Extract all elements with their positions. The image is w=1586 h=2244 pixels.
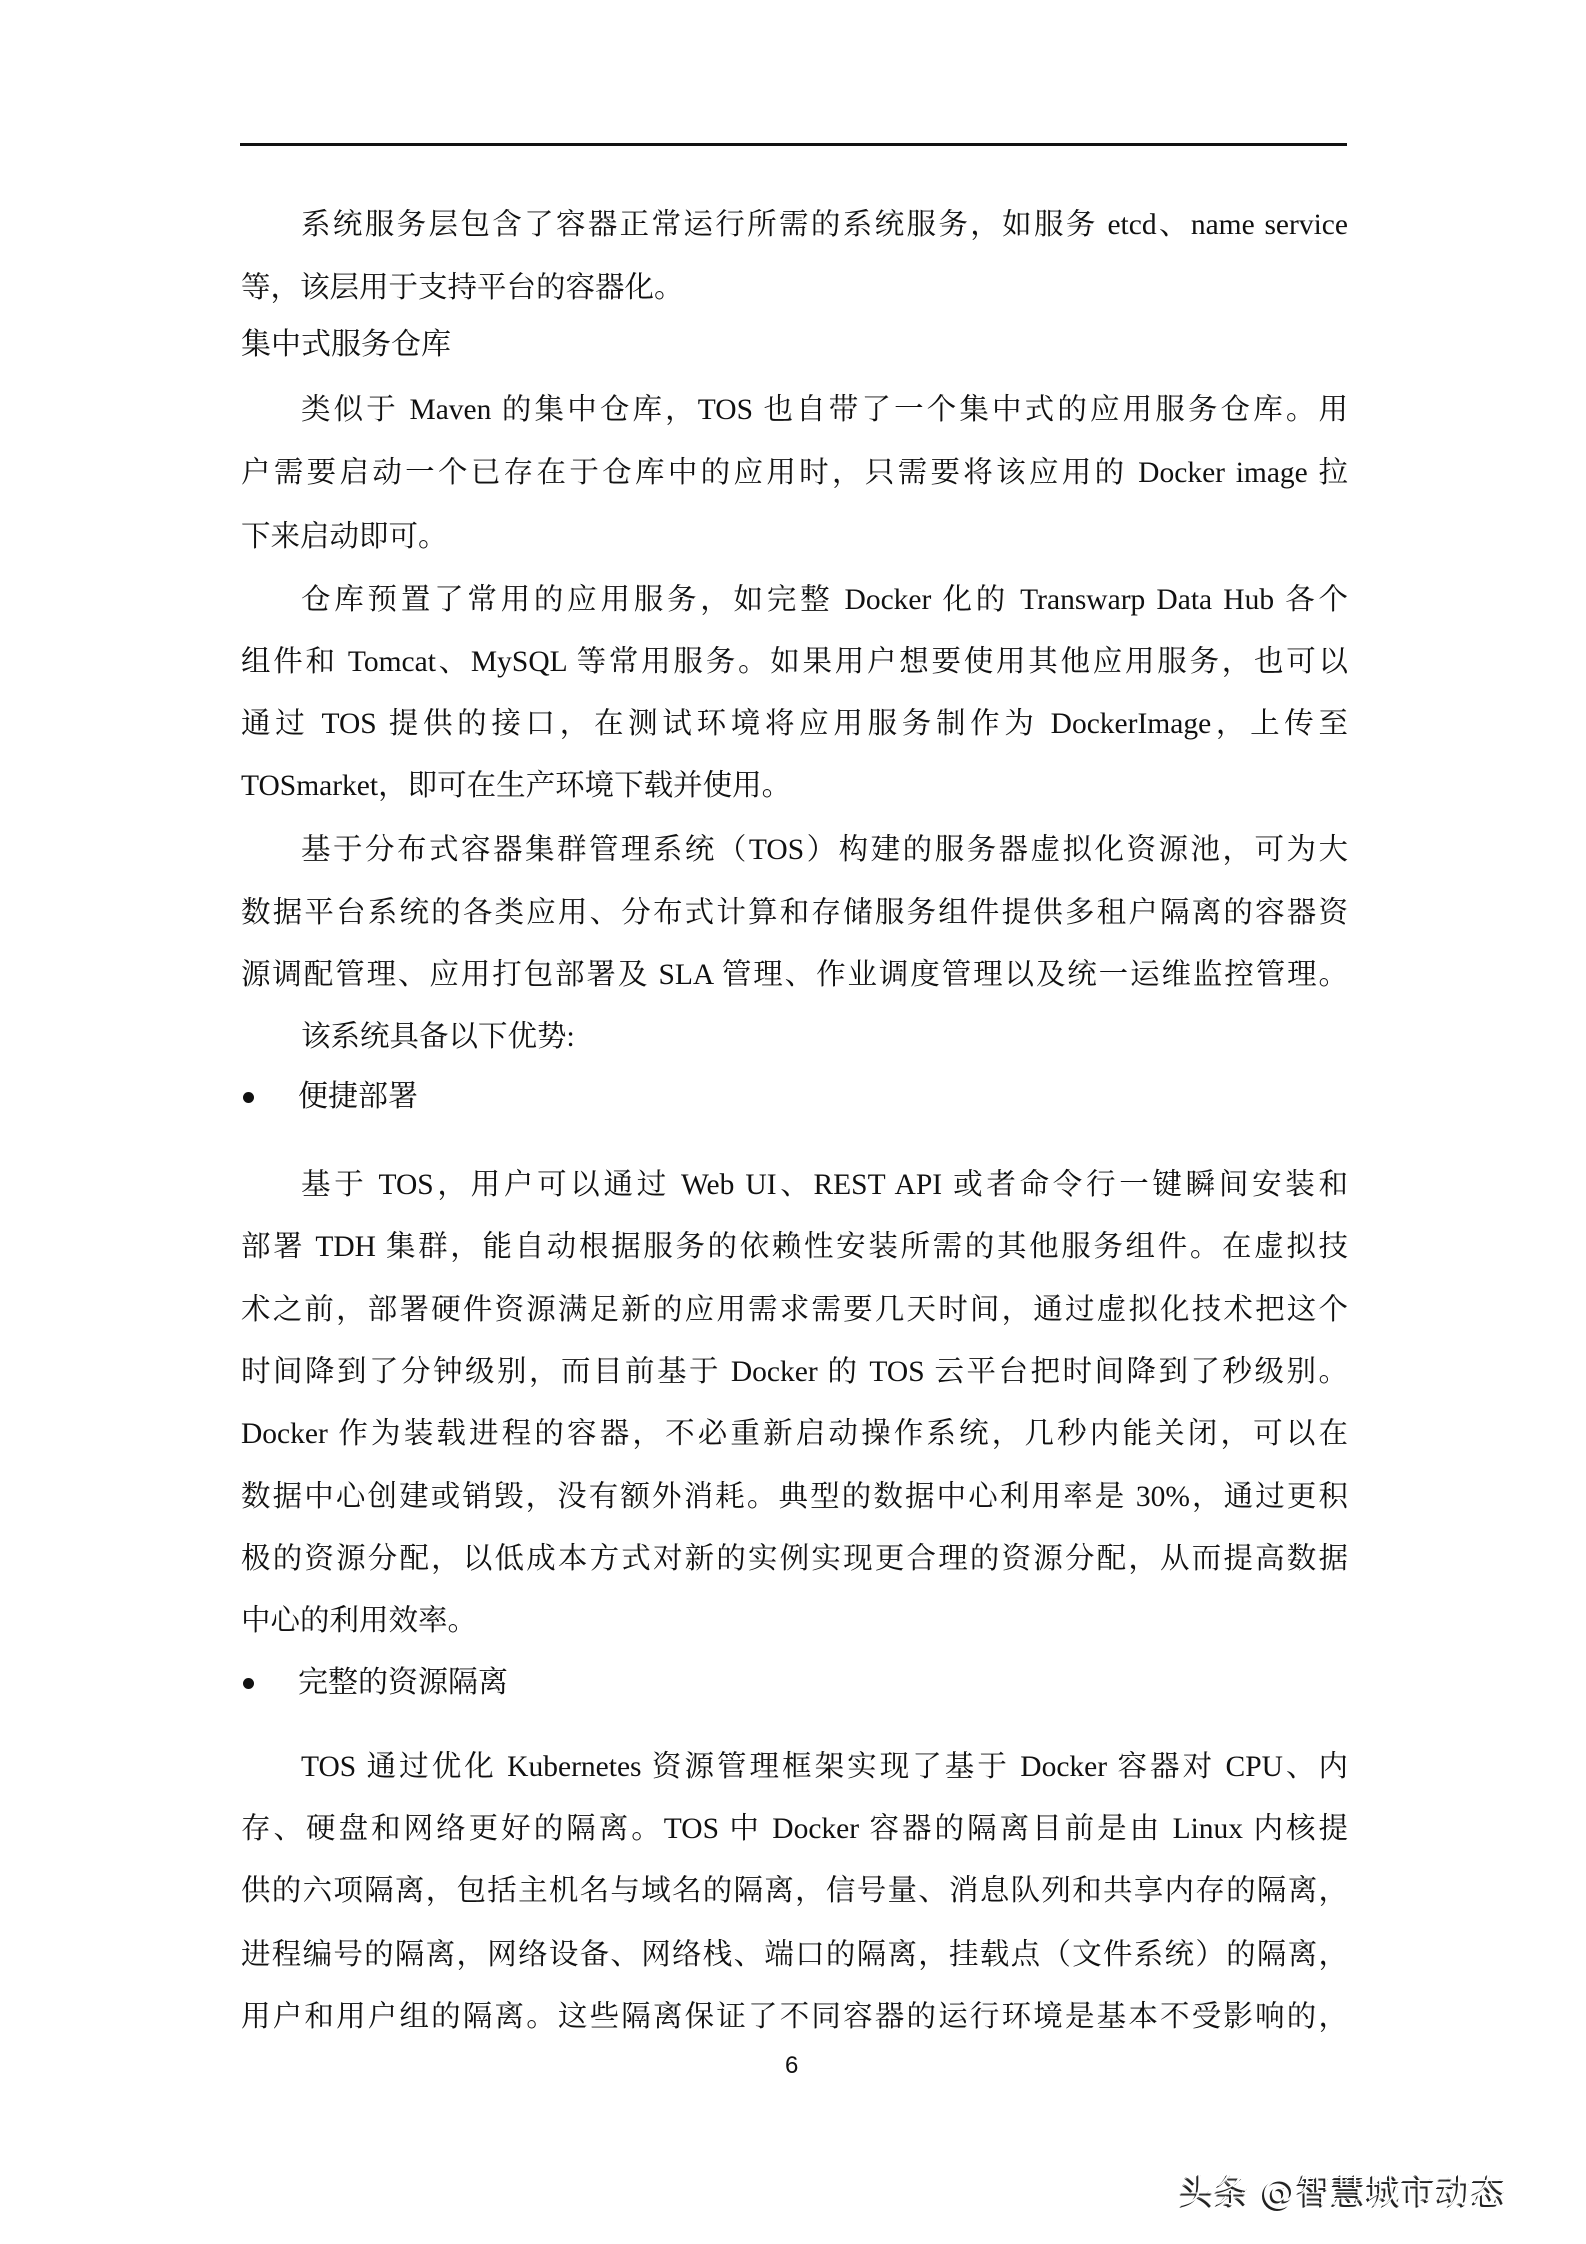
bullet-icon	[243, 1092, 254, 1103]
paragraph-line: 存、硬盘和网络更好的隔离。TOS 中 Docker 容器的隔离目前是由 Linux 内核提	[241, 1813, 1348, 1845]
paragraph-line: 类似于 Maven 的集中仓库，TOS 也自带了一个集中式的应用服务仓库。用	[301, 394, 1348, 426]
paragraph-line: 该系统具备以下优势:	[301, 1021, 575, 1053]
paragraph-line: TOSmarket，即可在生产环境下载并使用。	[241, 770, 792, 802]
paragraph-line: 部署 TDH 集群，能自动根据服务的依赖性安装所需的其他服务组件。在虚拟技	[241, 1231, 1348, 1263]
paragraph-line: 下来启动即可。	[241, 521, 448, 553]
paragraph-line: 通过 TOS 提供的接口，在测试环境将应用服务制作为 DockerImage，上传至	[241, 708, 1348, 740]
paragraph-line: 仓库预置了常用的应用服务，如完整 Docker 化的 Transwarp Data Hub 各个	[301, 584, 1348, 616]
bullet-item	[241, 1663, 508, 1703]
paragraph-line: 进程编号的隔离，网络设备、网络栈、端口的隔离，挂载点（文件系统）的隔离，	[241, 1939, 1348, 1971]
paragraph-line: 极的资源分配，以低成本方式对新的实例实现更合理的资源分配，从而提高数据	[241, 1543, 1348, 1575]
paragraph-line: 术之前，部署硬件资源满足新的应用需求需要几天时间，通过虚拟化技术把这个	[241, 1294, 1348, 1326]
paragraph-line: 等，该层用于支持平台的容器化。	[241, 272, 684, 304]
bullet-icon	[243, 1678, 254, 1689]
paragraph-line: 中心的利用效率。	[241, 1605, 478, 1637]
paragraph-line: 源调配管理、应用打包部署及 SLA 管理、作业调度管理以及统一运维监控管理。	[241, 959, 1348, 991]
paragraph-line: 组件和 Tomcat、MySQL 等常用服务。如果用户想要使用其他应用服务，也可以	[241, 646, 1348, 678]
paragraph-line: 供的六项隔离，包括主机名与域名的隔离，信号量、消息队列和共享内存的隔离，	[241, 1875, 1348, 1907]
paragraph-line: 基于分布式容器集群管理系统（TOS）构建的服务器虚拟化资源池，可为大	[301, 834, 1348, 866]
paragraph-line: 户需要启动一个已存在于仓库中的应用时，只需要将该应用的 Docker image 拉	[241, 457, 1348, 489]
paragraph-line: 用户和用户组的隔离。这些隔离保证了不同容器的运行环境是基本不受影响的，	[241, 2001, 1348, 2033]
bullet-item	[241, 1077, 418, 1117]
paragraph-line: 时间降到了分钟级别，而目前基于 Docker 的 TOS 云平台把时间降到了秒级别。	[241, 1356, 1348, 1388]
header-rule	[240, 143, 1347, 146]
bullet-heading: 完整的资源隔离	[298, 1666, 508, 1699]
paragraph-line: 数据平台系统的各类应用、分布式计算和存储服务组件提供多租户隔离的容器资	[241, 897, 1348, 929]
bullet-heading: 便捷部署	[298, 1080, 418, 1113]
paragraph-line: TOS 通过优化 Kubernetes 资源管理框架实现了基于 Docker 容器对 CPU、内	[301, 1751, 1348, 1783]
paragraph-line: 数据中心创建或销毁，没有额外消耗。典型的数据中心利用率是 30%，通过更积	[241, 1481, 1348, 1513]
paragraph-line: Docker 作为装载进程的容器，不必重新启动操作系统，几秒内能关闭，可以在	[241, 1418, 1348, 1450]
paragraph-line: 系统服务层包含了容器正常运行所需的系统服务，如服务 etcd、name service	[301, 209, 1348, 241]
section-heading: 集中式服务仓库	[241, 328, 451, 361]
watermark: 头条 @智慧城市动态	[1180, 2172, 1507, 2212]
page-number: 6	[785, 2052, 799, 2079]
paragraph-line: 基于 TOS，用户可以通过 Web UI、REST API 或者命令行一键瞬间安装和	[301, 1169, 1348, 1201]
